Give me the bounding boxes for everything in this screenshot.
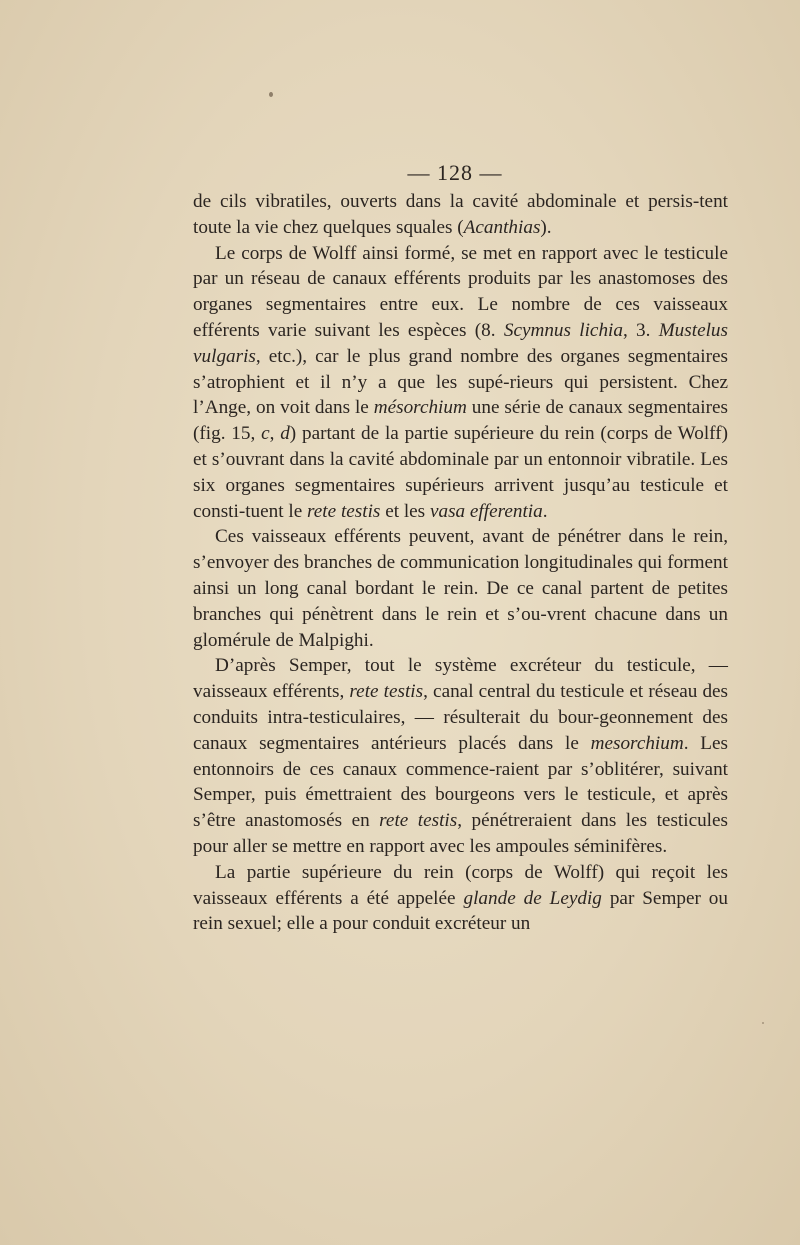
text-run: par Semper ou rein sexuel; elle a pour conduit excréteur un: [193, 887, 728, 935]
italic-term: vasa efferentia: [429, 500, 543, 522]
paper-speck: [762, 1022, 764, 1024]
body-text: [193, 189, 728, 937]
text-run: Ces vaisseaux efférents peuvent, avant de pénétrer dans le rein, s’envoyer des branches de communication longitudinales qui forment ainsi un long canal bordant le rein. De ce canal partent de petites branches qui pénètrent dans le rein et s’ou-vrent chacune dans un glomérule de Malpighi.: [193, 526, 728, 651]
italic-term: c: [261, 423, 270, 445]
italic-term: glande de Leydig: [463, 887, 602, 909]
italic-term: Scymnus lichia: [503, 319, 623, 341]
italic-term: rete testis: [379, 810, 458, 832]
italic-term: rete testis: [349, 681, 424, 703]
text-run: Le corps de Wolff ainsi formé, se met en rapport avec le testicule par un réseau de canaux efférents produits par les anastomoses des organes segmentaires entre eux. Le nombre de ces vaisseaux efférents varie suivant les espèces (8.: [193, 242, 728, 341]
page-number: — 128 —: [407, 160, 503, 185]
paragraph: [193, 241, 728, 525]
paragraph: [193, 189, 728, 241]
text-run: ).: [540, 216, 552, 238]
text-run: .: [542, 500, 548, 522]
text-run: , etc.), car le plus grand nombre des organes segmentaires s’atrophient et il n’y a que les supé-rieurs qui persistent. Chez l’Ange, on voit dans le: [193, 345, 728, 419]
paragraph: [193, 524, 728, 653]
text-run: et les: [380, 500, 430, 522]
text-run: La partie supérieure du rein (corps de Wolff) qui reçoit les vaisseaux efférents a été appelée: [193, 861, 728, 909]
text-run: , canal central du testicule et réseau des conduits intra-testiculaires, — résulterait du bour-geonnement des canaux segmentaires antérieurs placés dans le: [193, 681, 729, 754]
text-run: D’après Semper, tout le système excréteur du testicule, — vaisseaux efférents,: [193, 655, 728, 703]
text-run: , 3.: [622, 319, 659, 341]
text-run: de cils vibratiles, ouverts dans la cavité abdominale et persis-tent toute la vie chez quelques squales (: [193, 191, 728, 238]
italic-term: mésorchium: [373, 397, 467, 419]
paragraph: [193, 860, 728, 937]
italic-term: Acanthias: [463, 216, 541, 238]
paragraph: [193, 653, 728, 859]
italic-term: mesorchium: [590, 732, 684, 754]
text-run: une série de canaux segmentaires (fig. 15,: [193, 397, 728, 445]
paper-speck: [269, 92, 273, 97]
italic-term: rete testis: [307, 500, 381, 522]
text-run: , pénétreraient dans les testicules pour aller se mettre en rapport avec les ampoules séminifères.: [193, 810, 728, 857]
text-run: . Les entonnoirs de ces canaux commence-raient par s’oblitérer, suivant Semper, puis émettraient des bourgeons vers le testicule, et après s’être anastomosés en: [193, 732, 728, 832]
italic-term: Mustelus vulgaris: [193, 319, 728, 367]
text-run: ) partant de la partie supérieure du rein (corps de Wolff) et s’ouvrant dans la cavité abdominale par un entonnoir vibratile. Les six organes segmentaires supérieurs arrivent jusqu’au testicule et consti-tuent le: [193, 423, 728, 522]
text-run: ,: [269, 423, 281, 445]
italic-term: d: [280, 423, 290, 445]
